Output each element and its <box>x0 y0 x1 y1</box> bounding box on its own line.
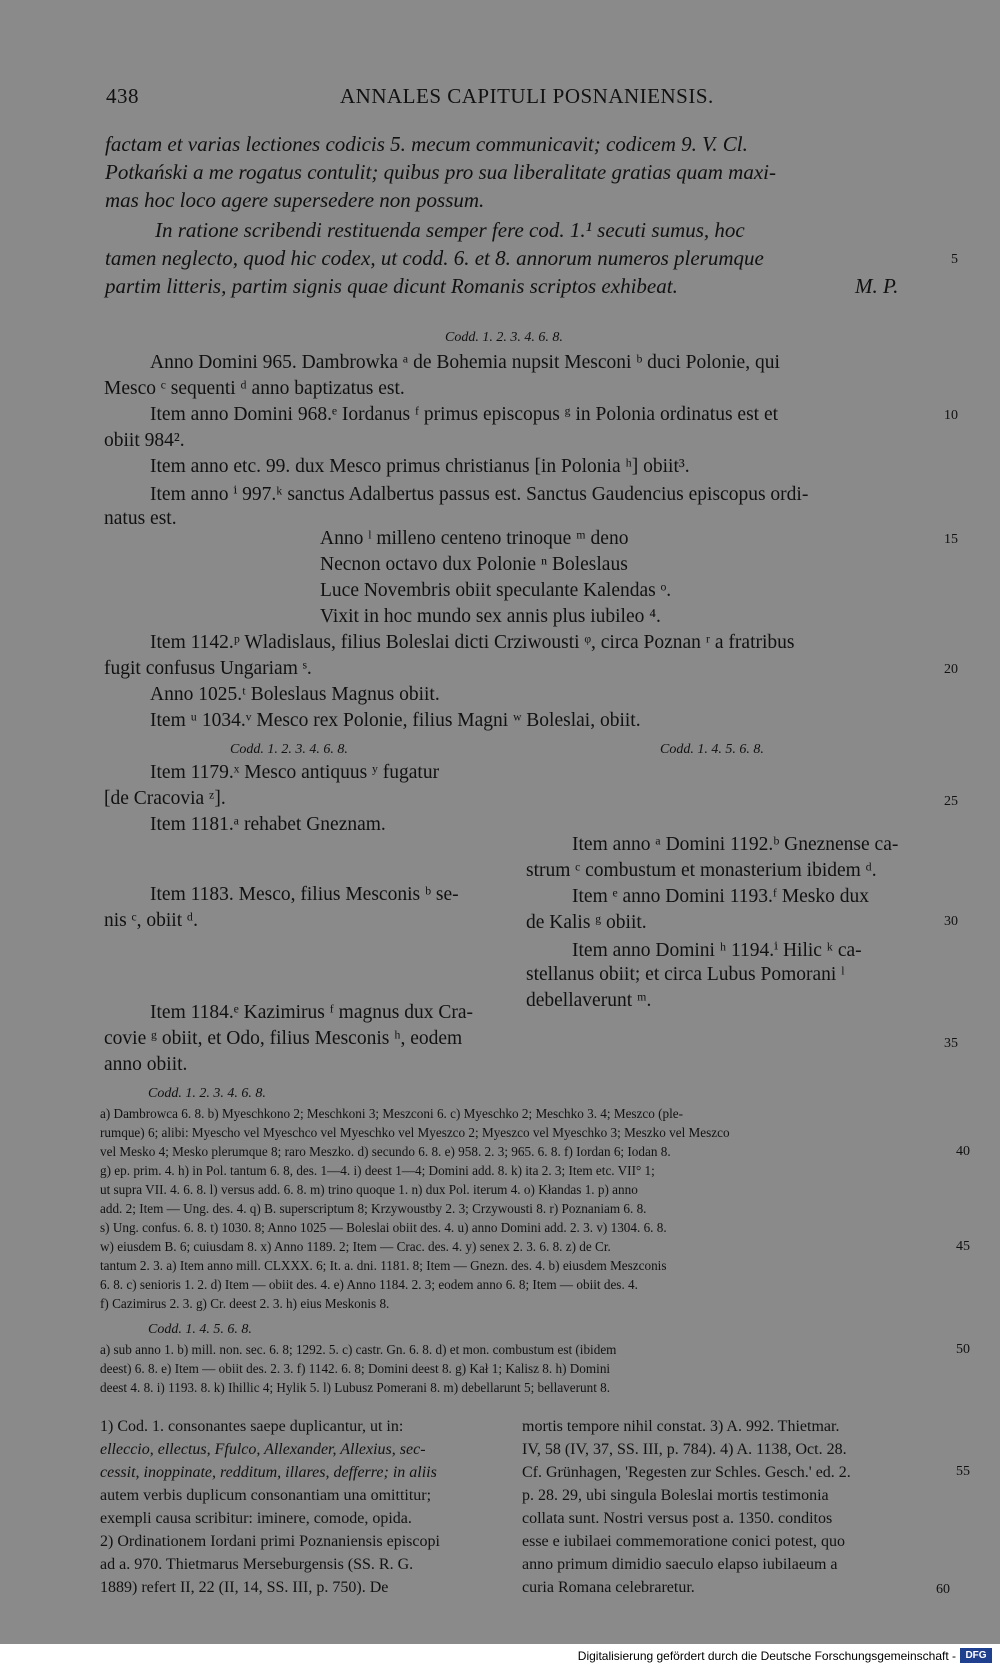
apparatus-line: g) ep. prim. 4. h) in Pol. tantum 6. 8, des. 1—4. i) deest 1—4; Domini add. 8. k) ita 2. 3; Item etc. VII° 1; <box>100 1163 655 1178</box>
footnote-line: 1) Cod. 1. consonantes saepe duplicantur, ut in: <box>100 1418 404 1435</box>
right-col-line: Item ᵉ anno Domini 1193.ᶠ Mesko dux <box>572 886 870 907</box>
footnote-line: cessit, inoppinate, redditum, illares, defferre; in aliis <box>100 1464 437 1481</box>
line-number: 50 <box>956 1342 970 1357</box>
apparatus-line: a) Dambrowca 6. 8. b) Myeschkono 2; Meschkoni 3; Meszconi 6. c) Myeschko 2; Meschko 3. 4; Meszco (ple- <box>100 1106 684 1121</box>
footnote-line: esse e iubilaei commemoratione conici potest, quo <box>522 1533 846 1550</box>
line-number: 35 <box>944 1036 958 1051</box>
apparatus-line: f) Cazimirus 2. 3. g) Cr. deest 2. 3. h) eius Meskonis 8. <box>100 1296 390 1311</box>
left-col-line: Item 1181.ᵃ rehabet Gneznam. <box>150 814 386 835</box>
footnote-line: elleccio, ellectus, Ffulco, Allexander, Allexius, sec- <box>100 1441 426 1458</box>
intro-line: In ratione scribendi restituenda semper fere cod. 1.¹ secuti sumus, hoc <box>155 218 745 242</box>
line-number: 30 <box>944 914 958 929</box>
footnote-line: ad a. 970. Thietmarus Merseburgensis (SS. R. G. <box>100 1556 414 1573</box>
running-title: ANNALES CAPITULI POSNANIENSIS. <box>340 84 714 108</box>
left-col-line: [de Cracovia ᶻ]. <box>104 788 226 809</box>
digitization-banner <box>0 1644 1000 1666</box>
verse-line: Necnon octavo dux Polonie ⁿ Boleslaus <box>320 554 628 575</box>
right-col-line: Item anno ᵃ Domini 1192.ᵇ Gneznense ca- <box>572 834 899 855</box>
codd-label-notes: Codd. 1. 2. 3. 4. 6. 8. <box>148 1086 266 1101</box>
line-number: 40 <box>956 1144 970 1159</box>
line-number: 25 <box>944 794 958 809</box>
text-line: Item ᵘ 1034.ᵛ Mesco rex Polonie, filius Magni ʷ Boleslai, obiit. <box>150 710 641 731</box>
intro-line: mas hoc loco agere supersedere non possum. <box>105 188 485 212</box>
footnote-line: autem verbis duplicum consonantiam una omittitur; <box>100 1487 432 1504</box>
left-col-line: Item 1183. Mesco, filius Mesconis ᵇ se- <box>150 884 459 905</box>
text-line: Item anno Domini 968.ᵉ Iordanus ᶠ primus episcopus ᵍ in Polonia ordinatus est et <box>150 404 779 425</box>
codd-label-left: Codd. 1. 2. 3. 4. 6. 8. <box>230 742 348 757</box>
apparatus-line: s) Ung. confus. 6. 8. t) 1030. 8; Anno 1025 — Boleslai obiit des. 4. u) anno Domini add. 2. 3. v) 1304. 6. 8. <box>100 1220 667 1235</box>
footnote-line: exempli causa scribitur: iminere, comode, opida. <box>100 1510 412 1527</box>
left-col-line: anno obiit. <box>104 1054 188 1075</box>
apparatus-line: w) eiusdem B. 6; cuiusdam 8. x) Anno 1189. 2; Item — Crac. des. 4. y) senex 2. 3. 6. 8. z) de Cr. <box>100 1239 611 1254</box>
footnote-line: IV, 58 (IV, 37, SS. III, p. 784). 4) A. 1138, Oct. 28. <box>522 1441 847 1458</box>
verse-line: Vixit in hoc mundo sex annis plus iubileo ⁴. <box>320 606 661 627</box>
left-col-line: Item 1179.ˣ Mesco antiquus ʸ fugatur <box>150 762 440 783</box>
footnote-line: p. 28. 29, ubi singula Boleslai mortis testimonia <box>522 1487 829 1504</box>
line-number: 45 <box>956 1239 970 1254</box>
footnote-line: collata sunt. Nostri versus post a. 1350. conditos <box>522 1510 833 1527</box>
codd-label-right: Codd. 1. 4. 5. 6. 8. <box>660 742 764 757</box>
apparatus-line: rumque) 6; alibi: Myescho vel Myeschco vel Myeschko vel Myeszco 2; Myeszco vel Myeschko 3; Meszko vel Meszco <box>100 1125 730 1140</box>
line-number: 5 <box>951 252 958 267</box>
text-line: Anno 1025.ᵗ Boleslaus Magnus obiit. <box>150 684 440 705</box>
apparatus-line: add. 2; Item — Ung. des. 4. q) B. superscriptum 8; Krzywoustby 2. 3; Crzywousti 8. r) Poznaniam 6. 8. <box>100 1201 647 1216</box>
text-line: Mesco ᶜ sequenti ᵈ anno baptizatus est. <box>104 378 405 399</box>
apparatus-line: tantum 2. 3. a) Item anno mill. CLXXX. 6; It. a. dni. 1181. 8; Item — Gnezn. des. 4. b) eiusdem Meszconis <box>100 1258 667 1273</box>
line-number: 60 <box>936 1582 950 1597</box>
codd-label: Codd. 1. 2. 3. 4. 6. 8. <box>445 330 563 345</box>
footnote-line: 1889) refert II, 22 (II, 14, SS. III, p. 750). De <box>100 1579 389 1596</box>
right-col-line: de Kalis ᵍ obiit. <box>526 912 647 933</box>
text-line: obiit 984². <box>104 430 185 451</box>
intro-line: tamen neglecto, quod hic codex, ut codd. 6. et 8. annorum numeros plerumque <box>105 246 764 270</box>
text-line: natus est. <box>104 508 177 529</box>
editor-initials: M. P. <box>855 274 899 298</box>
line-number: 10 <box>944 408 958 423</box>
text-line: fugit confusus Ungariam ˢ. <box>104 658 312 679</box>
footnote-line: mortis tempore nihil constat. 3) A. 992. Thietmar. <box>522 1418 840 1435</box>
apparatus-line: 6. 8. c) senioris 1. 2. d) Item — obiit des. 4. e) Anno 1184. 2. 3; eodem anno 6. 8; Item — obiit des. 4. <box>100 1277 638 1292</box>
apparatus-line: deest 4. 8. i) 1193. 8. k) Ihillic 4; Hylik 5. l) Lubusz Pomerani 8. m) debellarunt 5; bellaverunt 8. <box>100 1380 611 1395</box>
left-col-line: Item 1184.ᵉ Kazimirus ᶠ magnus dux Cra- <box>150 1002 473 1023</box>
right-col-line: Item anno Domini ʰ 1194.ⁱ Hilic ᵏ ca- <box>572 940 862 961</box>
right-col-line: debellaverunt ᵐ. <box>526 990 652 1011</box>
left-col-line: nis ᶜ, obiit ᵈ. <box>104 910 198 931</box>
line-number: 15 <box>944 532 958 547</box>
footnote-line: Cf. Grünhagen, 'Regesten zur Schles. Gesch.' ed. 2. <box>522 1464 851 1481</box>
footnote-line: 2) Ordinationem Iordani primi Poznaniensis episcopi <box>100 1533 440 1550</box>
apparatus-line: a) sub anno 1. b) mill. non. sec. 6. 8; 1292. 5. c) castr. Gn. 6. 8. d) et mon. combustum est (ibidem <box>100 1342 617 1357</box>
footnote-line: curia Romana celebraretur. <box>522 1579 695 1596</box>
verse-line: Luce Novembris obiit speculante Kalendas ᵒ. <box>320 580 672 601</box>
page-number: 438 <box>106 84 139 108</box>
codd-label-notes: Codd. 1. 4. 5. 6. 8. <box>148 1322 252 1337</box>
apparatus-line: deest) 6. 8. e) Item — obiit des. 2. 3. f) 1142. 6. 8; Domini deest 8. g) Kał 1; Kalisz 8. h) Domini <box>100 1361 611 1376</box>
line-number: 55 <box>956 1464 970 1479</box>
apparatus-line: ut supra VII. 4. 6. 8. l) versus add. 6. 8. m) trino quoque 1. n) dux Pol. iterum 4. o) Kłandas 1. p) anno <box>100 1182 638 1197</box>
text-line: Item anno etc. 99. dux Mesco primus christianus [in Polonia ʰ] obiit³. <box>150 456 690 477</box>
text-line: Item anno ⁱ 997.ᵏ sanctus Adalbertus passus est. Sanctus Gaudencius episcopus ordi- <box>150 484 809 505</box>
intro-line: partim litteris, partim signis quae dicunt Romanis scriptos exhibeat. <box>105 274 678 298</box>
banner-text: Digitalisierung gefördert durch die Deutsche Forschungsgemeinschaft - <box>577 1649 956 1663</box>
right-col-line: strum ᶜ combustum et monasterium ibidem ᵈ. <box>526 860 877 881</box>
intro-line: Potkański a me rogatus contulit; quibus pro sua liberalitate gratias quam maxi- <box>105 160 776 184</box>
right-col-line: stellanus obiit; et circa Lubus Pomorani ˡ <box>526 964 845 985</box>
line-number: 20 <box>944 662 958 677</box>
left-col-line: covie ᵍ obiit, et Odo, filius Mesconis ʰ, eodem <box>104 1028 463 1049</box>
dfg-logo-icon: DFG <box>960 1648 992 1663</box>
apparatus-line: vel Mesko 4; Mesko plerumque 8; raro Meszko. d) secundo 6. 8. e) 958. 2. 3; 965. 6. 8. f) Iordan 6; Iodan 8. <box>100 1144 671 1159</box>
verse-line: Anno ˡ milleno centeno trinoque ᵐ deno <box>320 528 629 549</box>
text-line: Item 1142.ᵖ Wladislaus, filius Boleslai dicti Crziwousti ᵠ, circa Poznan ʳ a fratribus <box>150 632 795 653</box>
footnote-line: anno primum dimidio saeculo elapso iubilaeum a <box>522 1556 838 1573</box>
text-line: Anno Domini 965. Dambrowka ᵃ de Bohemia nupsit Mesconi ᵇ duci Polonie, qui <box>150 352 780 373</box>
intro-line: factam et varias lectiones codicis 5. mecum communicavit; codicem 9. V. Cl. <box>105 132 748 156</box>
